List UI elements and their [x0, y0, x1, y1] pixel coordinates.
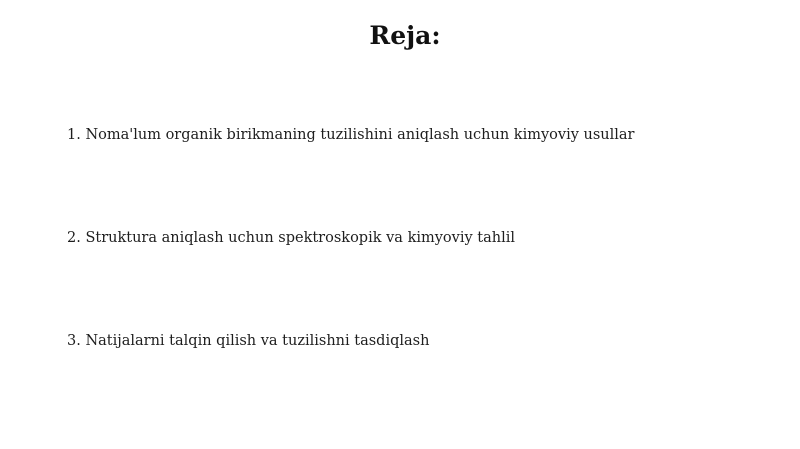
list-item: 3. Natijalarni talqin qilish va tuzilishni tasdiqlash — [67, 333, 430, 349]
list-item: 1. Noma'lum organik birikmaning tuzilishini aniqlash uchun kimyoviy usullar — [67, 127, 635, 143]
list-item: 2. Struktura aniqlash uchun spektroskopik va kimyoviy tahlil — [67, 230, 516, 246]
page-title: Reja: — [369, 21, 441, 50]
